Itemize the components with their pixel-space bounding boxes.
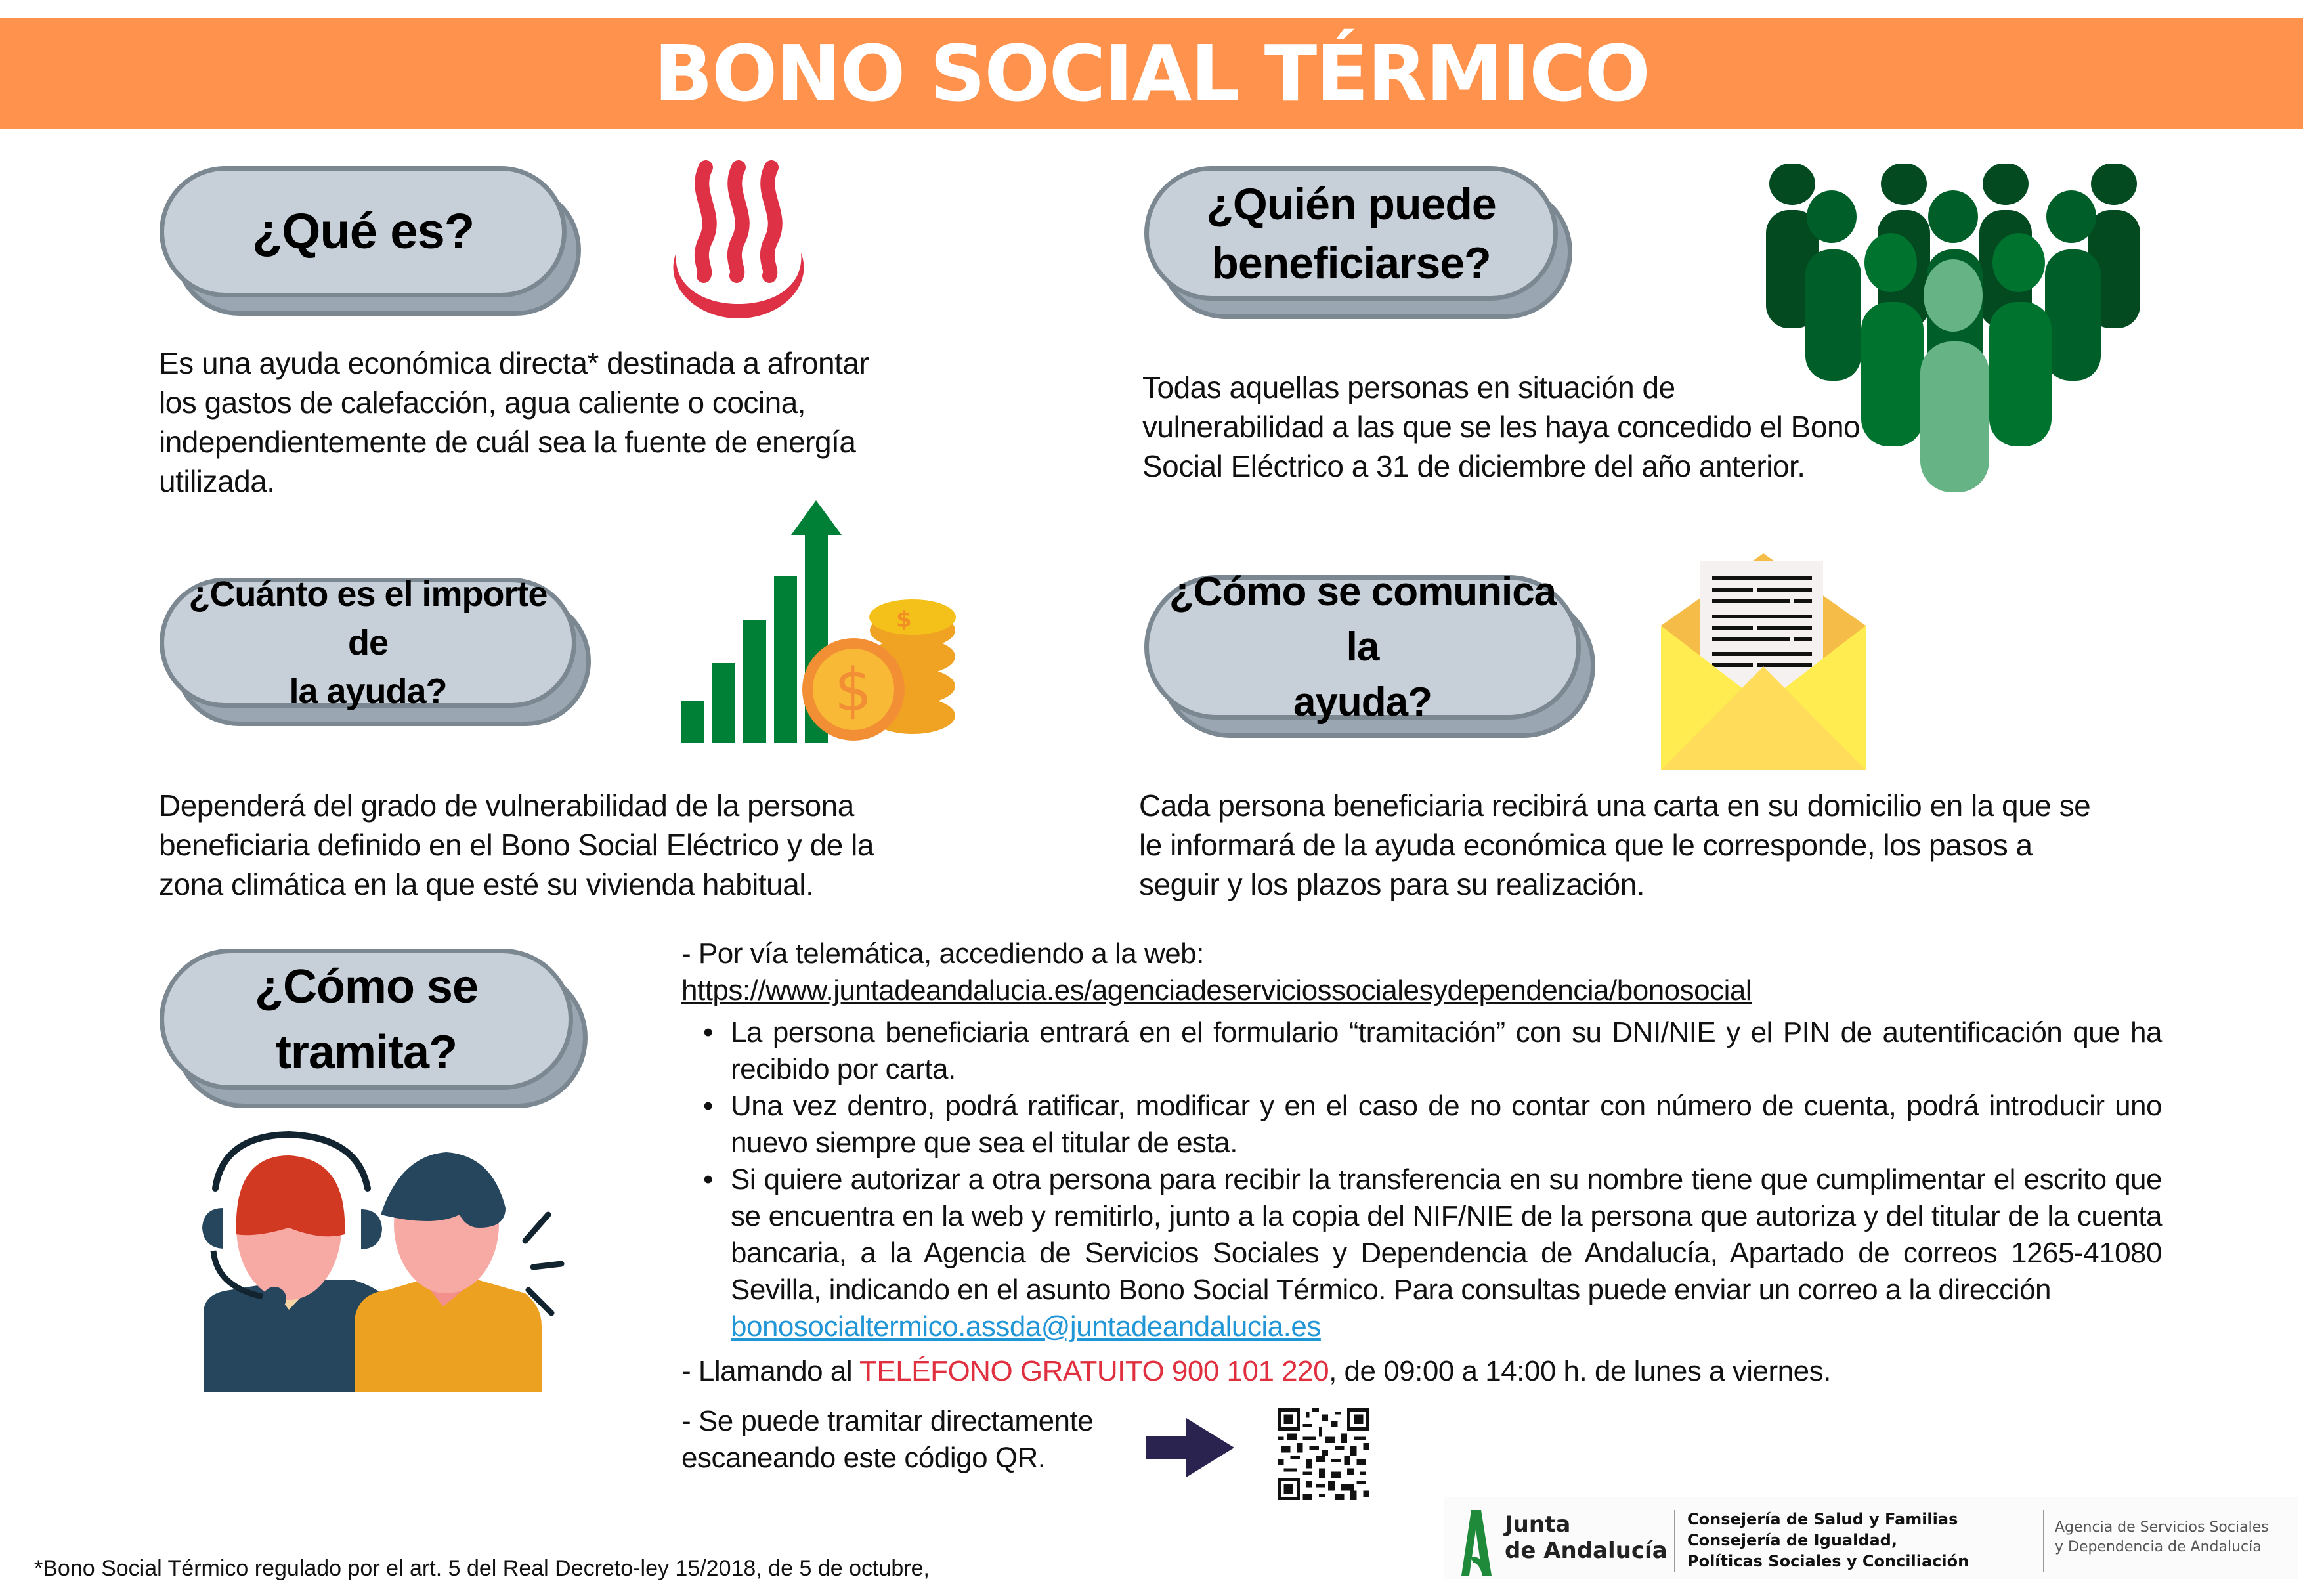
bullet-item: • Una vez dentro, podrá ratificar, modificar y en el caso de no contar con número de cuenta, podrá introducir uno nuevo siempre que sea el titular de esta. — [731, 1088, 2162, 1161]
qr-text: - Se puede tramitar directamente escaneando este código QR. — [681, 1405, 1094, 1474]
consejeria-igualdad-2: Políticas Sociales y Conciliación — [1687, 1552, 1969, 1570]
bullet-item: • La persona beneficiaria entrará en el formulario “tramitación” con su DNI/NIE y el PIN de autentificación que ha recibido por carta. — [731, 1014, 2162, 1088]
junta-line2: de Andalucía — [1505, 1538, 1668, 1564]
que-es-text: Es una ayuda económica directa* destinada a afrontar los gastos de calefacción, agua caliente o cocina, independientemente de cuál sea la fuente de energía utilizada. — [159, 346, 869, 498]
consejeria-igualdad-1: Consejería de Igualdad, — [1687, 1531, 1897, 1549]
arrow-right-icon — [1146, 1418, 1234, 1477]
envelope-letter-icon — [1661, 553, 1866, 770]
heading-label: ¿Qué es? — [251, 203, 475, 259]
junta-andalucia-logo — [1444, 1497, 2298, 1579]
title-banner — [0, 18, 2303, 129]
footnote: *Bono Social Térmico regulado por el art. 5 del Real Decreto-ley 15/2018, de 5 de octubre, — [34, 1556, 930, 1581]
heading-label: ¿Cómo se comunica la ayuda? — [1169, 569, 1557, 725]
divider — [2043, 1510, 2044, 1572]
phone-line: - Llamando al TELÉFONO GRATUITO 900 101 220, de 09:00 a 14:00 h. de lunes a viernes. — [681, 1355, 1831, 1387]
heading-cuanto — [160, 574, 576, 711]
svg-text:$: $ — [896, 607, 912, 633]
qr-code-icon[interactable] — [1277, 1408, 1370, 1500]
heat-steam-icon — [656, 154, 821, 325]
heading-label: ¿Quién puede beneficiarse? — [1206, 179, 1496, 288]
agencia-line1: Agencia de Servicios Sociales — [2055, 1519, 2269, 1536]
junta-a-icon — [1461, 1510, 1492, 1576]
junta-line1: Junta — [1505, 1511, 1571, 1538]
consejeria-salud: Consejería de Salud y Familias — [1687, 1510, 1958, 1528]
bullet-list — [681, 1014, 2162, 1345]
bullet-item: • Si quiere autorizar a otra persona para recibir la transferencia en su nombre tiene que cumplimentar el escrito que se encuentra en la web y remitirlo, junto a la copia del NIF/NIE de la persona que autoriza y del titular de la cuenta bancaria, a la Agencia de Servicios Sociales y Dependencia de Andalucía, Apartado de correos 1265-41080 Sevilla, indicando en el asunto Bono Social Térmico. Para consultas puede enviar un correo a la dirección bonosocialtermico.assda@juntadeandalucia.es — [731, 1161, 2162, 1345]
phone-number[interactable]: TELÉFONO GRATUITO 900 101 220 — [859, 1355, 1329, 1387]
quien-text: Todas aquellas personas en situación de vulnerabilidad a las que se les haya concedido el Bono Social Eléctrico a 31 de diciembre del año anterior. — [1142, 370, 1861, 483]
heading-label: ¿Cuánto es el importe de la ayuda? — [188, 574, 548, 711]
page-title: BONO SOCIAL TÉRMICO — [654, 28, 1649, 119]
divider — [1674, 1510, 1675, 1572]
heading-comunica — [1144, 569, 1581, 725]
call-center-people-icon — [184, 1129, 565, 1392]
heading-tramita — [160, 949, 573, 1090]
tramita-content — [681, 936, 2162, 1477]
heading-label: ¿Cómo se tramita? — [254, 960, 479, 1079]
heading-que-es — [160, 166, 567, 297]
web-link[interactable]: https://www.juntadeandalucia.es/agenciadeserviciossocialesydependencia/bonosocial — [681, 974, 1752, 1006]
comunica-text: Cada persona beneficiaria recibirá una carta en su domicilio en la que se le informará de la ayuda económica que le corresponde, los pasos a seguir y los plazos para su realización. — [1139, 788, 2091, 901]
email-link[interactable]: bonosocialtermico.assda@juntadeandalucia.es — [731, 1310, 1321, 1343]
svg-text:$: $ — [834, 656, 872, 725]
cuanto-text: Dependerá del grado de vulnerabilidad de la persona beneficiaria definido en el Bono Social Eléctrico y de la zona climática en la que esté su vivienda habitual. — [159, 788, 874, 901]
agencia-line2: y Dependencia de Andalucía — [2055, 1539, 2262, 1555]
growth-chart-coins-icon — [679, 499, 958, 748]
web-intro: - Por vía telemática, accediendo a la web: — [681, 938, 1204, 970]
heading-quien-puede — [1144, 166, 1558, 301]
